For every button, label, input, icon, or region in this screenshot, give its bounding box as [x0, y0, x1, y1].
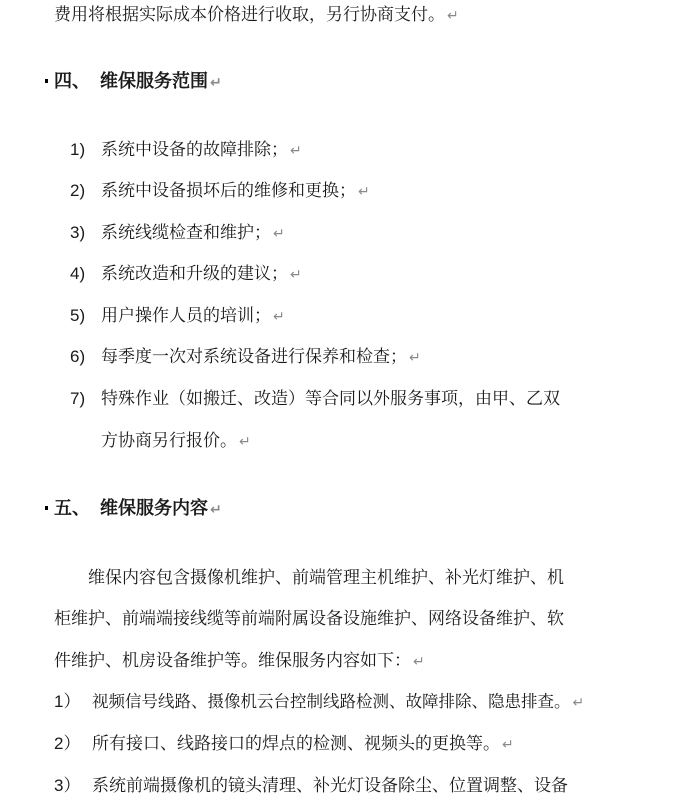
list-item-text-continued: 方协商另行报价。	[101, 431, 237, 451]
paragraph-mark-icon: ↵	[413, 654, 425, 670]
list-item-number: 4)	[70, 264, 86, 283]
intro-text: 费用将根据实际成本价格进行收取，另行协商支付。	[54, 5, 445, 25]
intro-paragraph	[54, 3, 459, 28]
section4-heading	[54, 70, 222, 95]
list-item-number: 1）	[54, 692, 81, 711]
paragraph-mark-icon: ↵	[358, 184, 370, 200]
list-item-number: 2)	[70, 181, 86, 200]
paragraph-line-last	[54, 649, 425, 674]
list-item-text: 系统中设备的故障排除；	[101, 140, 288, 160]
list-item-text: 用户操作人员的培训；	[101, 306, 271, 326]
paragraph-mark-icon: ↵	[210, 75, 222, 91]
list-item-text: 所有接口、线路接口的焊点的检测、视频头的更换等。	[92, 734, 500, 754]
list-item-number: 6)	[70, 347, 86, 366]
section4-title: 维保服务范围	[100, 71, 208, 92]
paragraph-mark-icon: ↵	[273, 226, 285, 242]
list-item-text: 系统中设备损坏后的维修和更换；	[101, 181, 356, 201]
section5-number: 五、	[54, 498, 90, 519]
paragraph-line: 维保内容包含摄像机维护、前端管理主机维护、补光灯维护、机	[88, 568, 564, 588]
paragraph-mark-icon: ↵	[502, 737, 514, 753]
list-item-text: 系统改造和升级的建议；	[101, 264, 288, 284]
list-item-number: 3）	[54, 776, 81, 795]
section5-heading	[54, 497, 222, 522]
list-item-number: 1)	[70, 140, 86, 159]
paragraph-mark-icon: ↵	[447, 8, 459, 24]
paragraph-mark-icon: ↵	[239, 434, 251, 450]
paragraph-mark-icon: ↵	[290, 267, 302, 283]
list-item-number: 7)	[70, 389, 86, 408]
paragraph-line: 柜维护、前端端接线缆等前端附属设备设施维护、网络设备维护、软	[54, 609, 564, 629]
paragraph-mark-icon: ↵	[273, 309, 285, 325]
heading-bullet-icon	[45, 79, 48, 83]
paragraph-mark-icon: ↵	[572, 695, 585, 711]
list-item-text: 每季度一次对系统设备进行保养和检查；	[101, 347, 407, 367]
list-item-text: 系统线缆检查和维护；	[101, 223, 271, 243]
heading-bullet-icon	[45, 506, 48, 510]
paragraph-mark-icon: ↵	[409, 350, 421, 366]
list-item-text: 视频信号线路、摄像机云台控制线路检测、故障排除、隐患排查。	[92, 692, 571, 711]
section5-title: 维保服务内容	[100, 498, 208, 519]
paragraph-mark-icon: ↵	[210, 502, 222, 518]
paragraph-mark-icon: ↵	[290, 143, 302, 159]
list-item-text: 特殊作业（如搬迁、改造）等合同以外服务事项，由甲、乙双	[101, 389, 560, 409]
list-item-number: 3)	[70, 223, 86, 242]
list-item-number: 5)	[70, 306, 86, 325]
paragraph-line-text: 件维护、机房设备维护等。维保服务内容如下：	[54, 651, 411, 671]
section4-number: 四、	[54, 71, 90, 92]
list-item-text: 系统前端摄像机的镜头清理、补光灯设备除尘、位置调整、设备	[92, 776, 568, 796]
list-item-number: 2）	[54, 734, 81, 753]
